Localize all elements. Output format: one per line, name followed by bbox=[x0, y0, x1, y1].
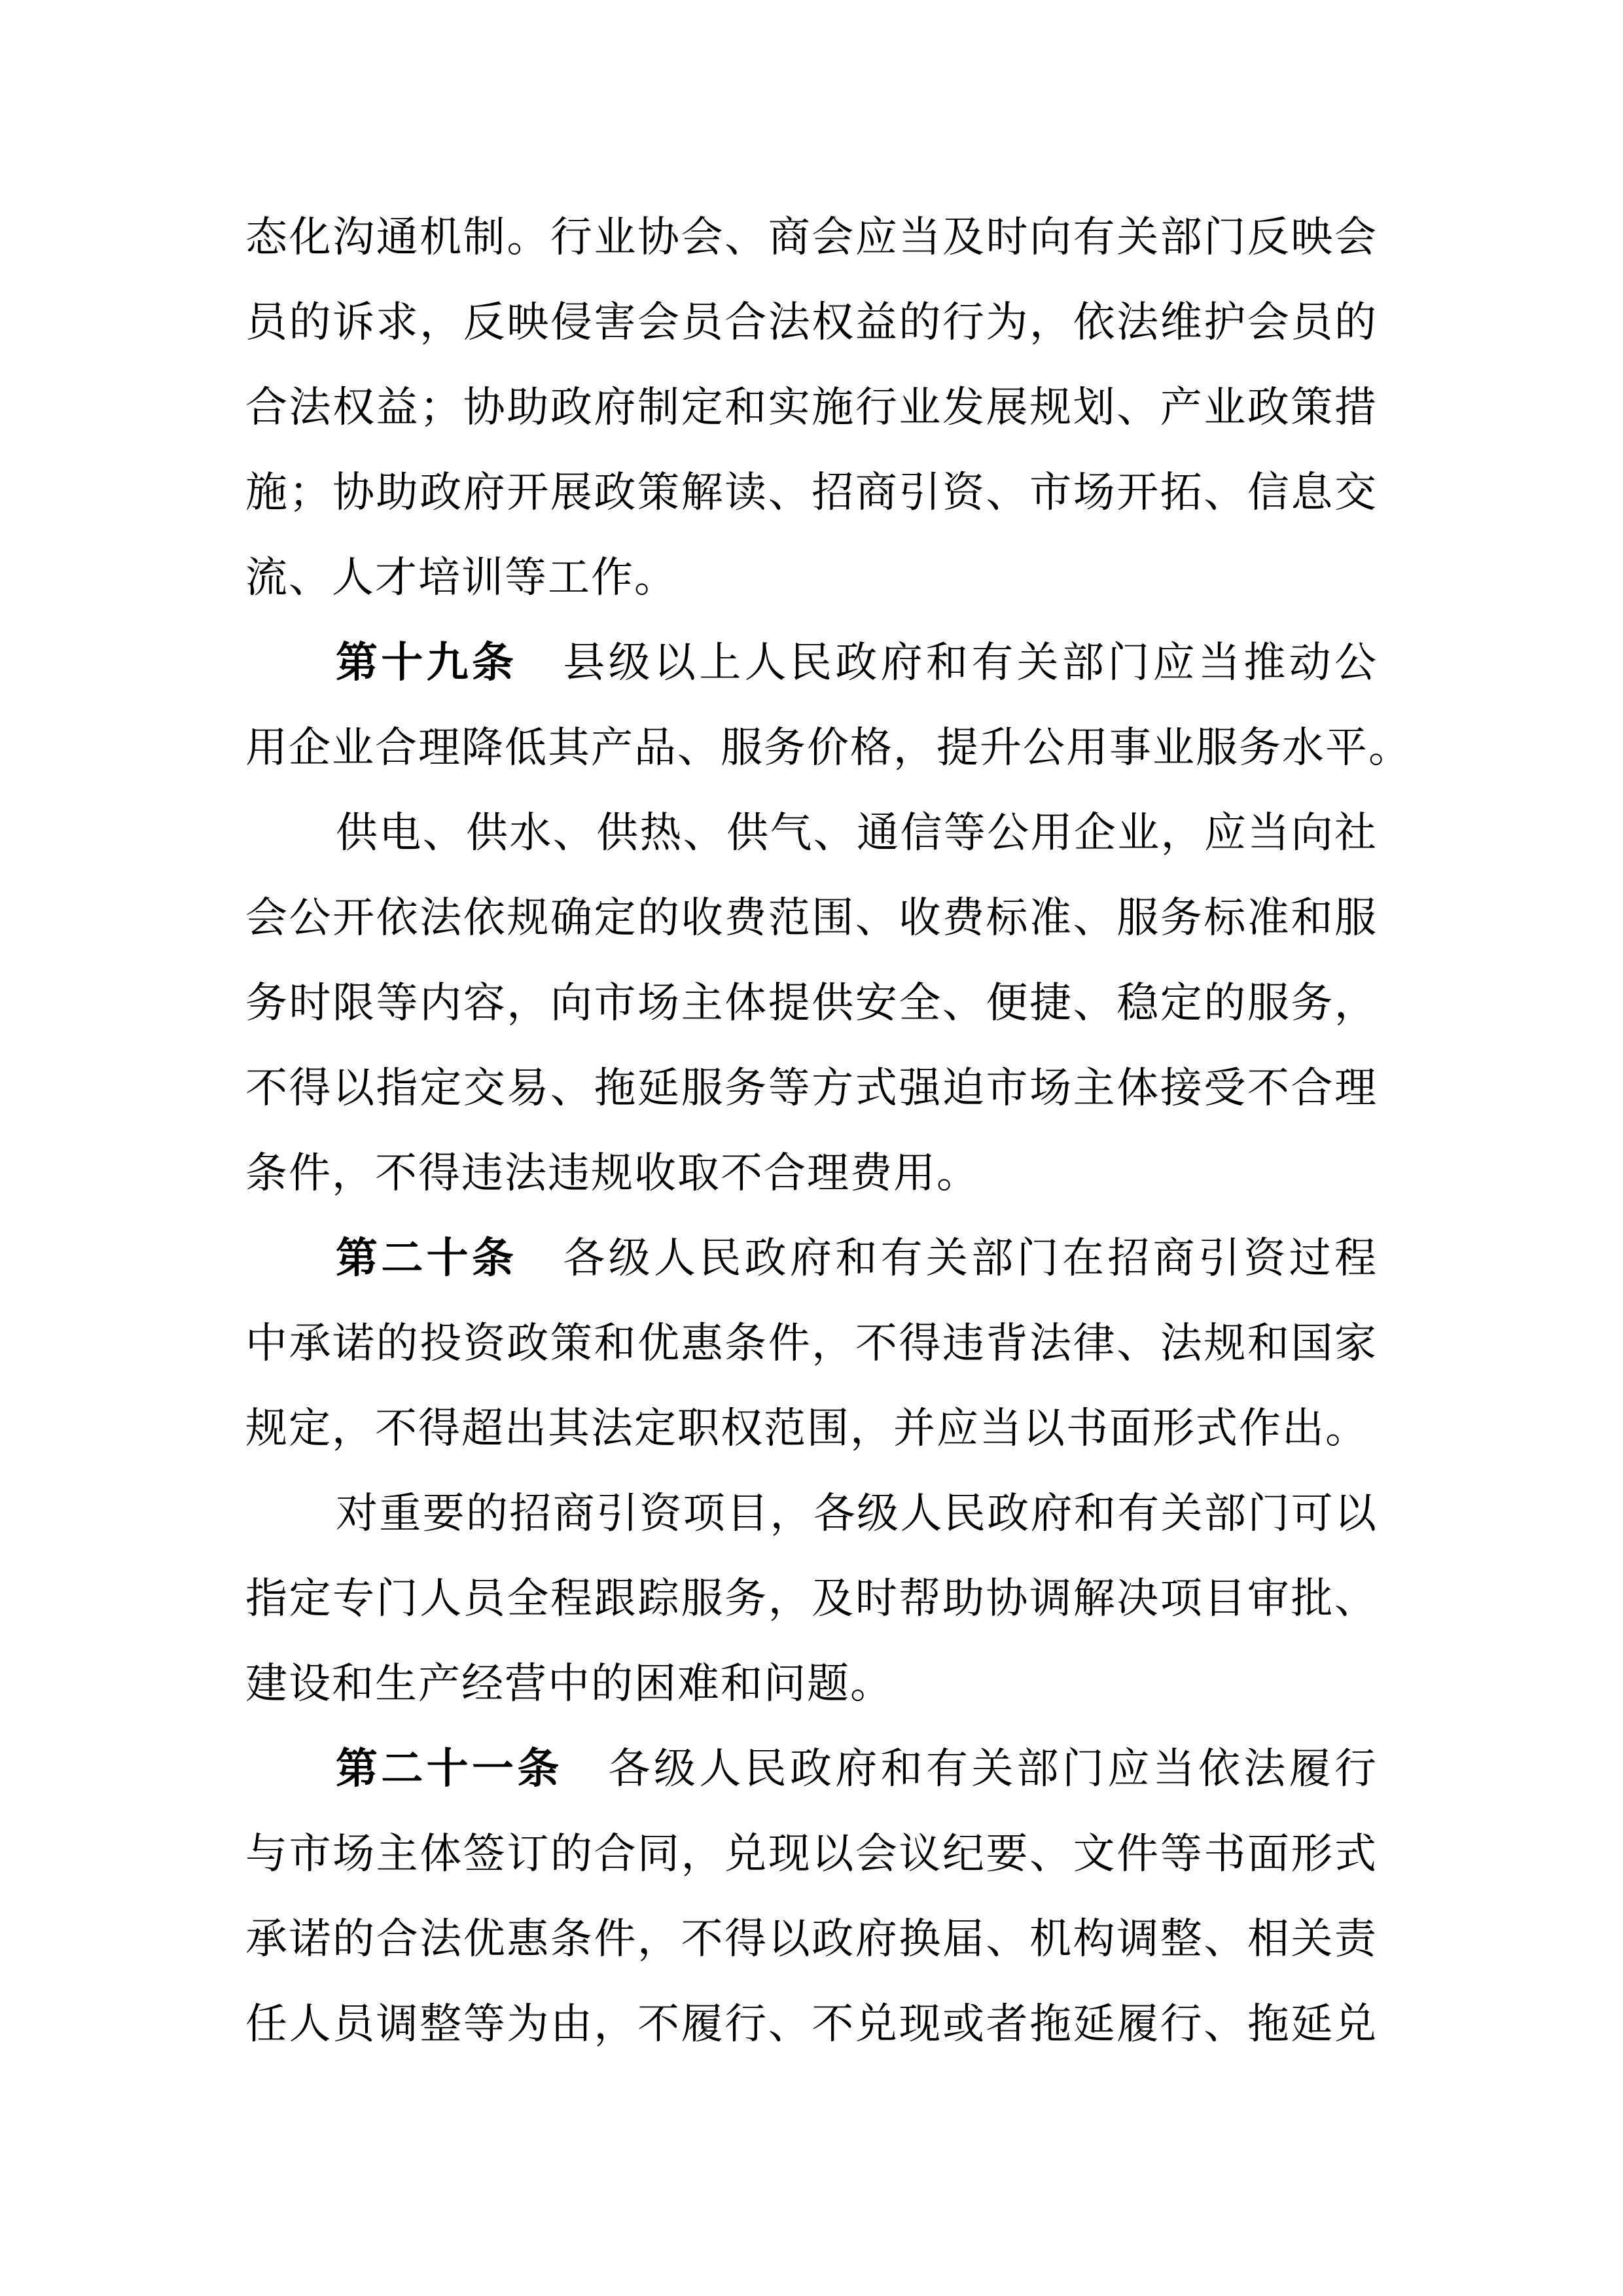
text-line: 中承诺的投资政策和优惠条件，不得违背法律、法规和国家 bbox=[245, 1319, 1378, 1368]
text-run: 各级人民政府和有关部门在招商引资过程 bbox=[563, 1234, 1378, 1283]
text-line: 建设和生产经营中的困难和问题。 bbox=[245, 1660, 893, 1708]
text-line: 施；协助政府开展政策解读、招商引资、市场开拓、信息交 bbox=[245, 469, 1378, 517]
text-run: 各级人民政府和有关部门应当依法履行 bbox=[608, 1745, 1378, 1793]
text-line: 对重要的招商引资项目，各级人民政府和有关部门可以 bbox=[336, 1490, 1378, 1538]
text-line: 会公开依法依规确定的收费范围、收费标准、服务标准和服 bbox=[245, 894, 1378, 942]
article-number: 第二十一条 bbox=[336, 1745, 563, 1793]
text-line: 合法权益；协助政府制定和实施行业发展规划、产业政策措 bbox=[245, 384, 1378, 432]
text-line: 员的诉求，反映侵害会员合法权益的行为，依法维护会员的 bbox=[245, 298, 1378, 347]
text-run: 县级以上人民政府和有关部门应当推动公 bbox=[563, 639, 1378, 687]
document-body bbox=[245, 195, 1412, 2067]
text-line: 规定，不得超出其法定职权范围，并应当以书面形式作出。 bbox=[245, 1405, 1368, 1453]
text-line: 流、人才培训等工作。 bbox=[245, 554, 677, 602]
text-line: 与市场主体签订的合同，兑现以会议纪要、文件等书面形式 bbox=[245, 1830, 1378, 1878]
article-number: 第二十条 bbox=[336, 1234, 518, 1283]
text-line: 务时限等内容，向市场主体提供安全、便捷、稳定的服务， bbox=[245, 979, 1378, 1028]
text-line: 任人员调整等为由，不履行、不兑现或者拖延履行、拖延兑 bbox=[245, 2000, 1378, 2049]
article-20-heading-line bbox=[245, 1216, 1378, 1301]
text-line: 承诺的合法优惠条件，不得以政府换届、机构调整、相关责 bbox=[245, 1915, 1378, 1964]
text-line: 态化沟通机制。行业协会、商会应当及时向有关部门反映会 bbox=[245, 213, 1378, 262]
text-line: 供电、供水、供热、供气、通信等公用企业，应当向社 bbox=[336, 809, 1378, 857]
text-line: 用企业合理降低其产品、服务价格，提升公用事业服务水平。 bbox=[245, 724, 1412, 772]
article-number: 第十九条 bbox=[336, 639, 518, 687]
text-line: 条件，不得违法违规收取不合理费用。 bbox=[245, 1149, 980, 1198]
text-line: 不得以指定交易、拖延服务等方式强迫市场主体接受不合理 bbox=[245, 1064, 1378, 1113]
article-21-heading-line bbox=[245, 1727, 1378, 1812]
article-19-heading-line bbox=[245, 620, 1378, 706]
text-line: 指定专门人员全程跟踪服务，及时帮助协调解决项目审批、 bbox=[245, 1575, 1378, 1623]
